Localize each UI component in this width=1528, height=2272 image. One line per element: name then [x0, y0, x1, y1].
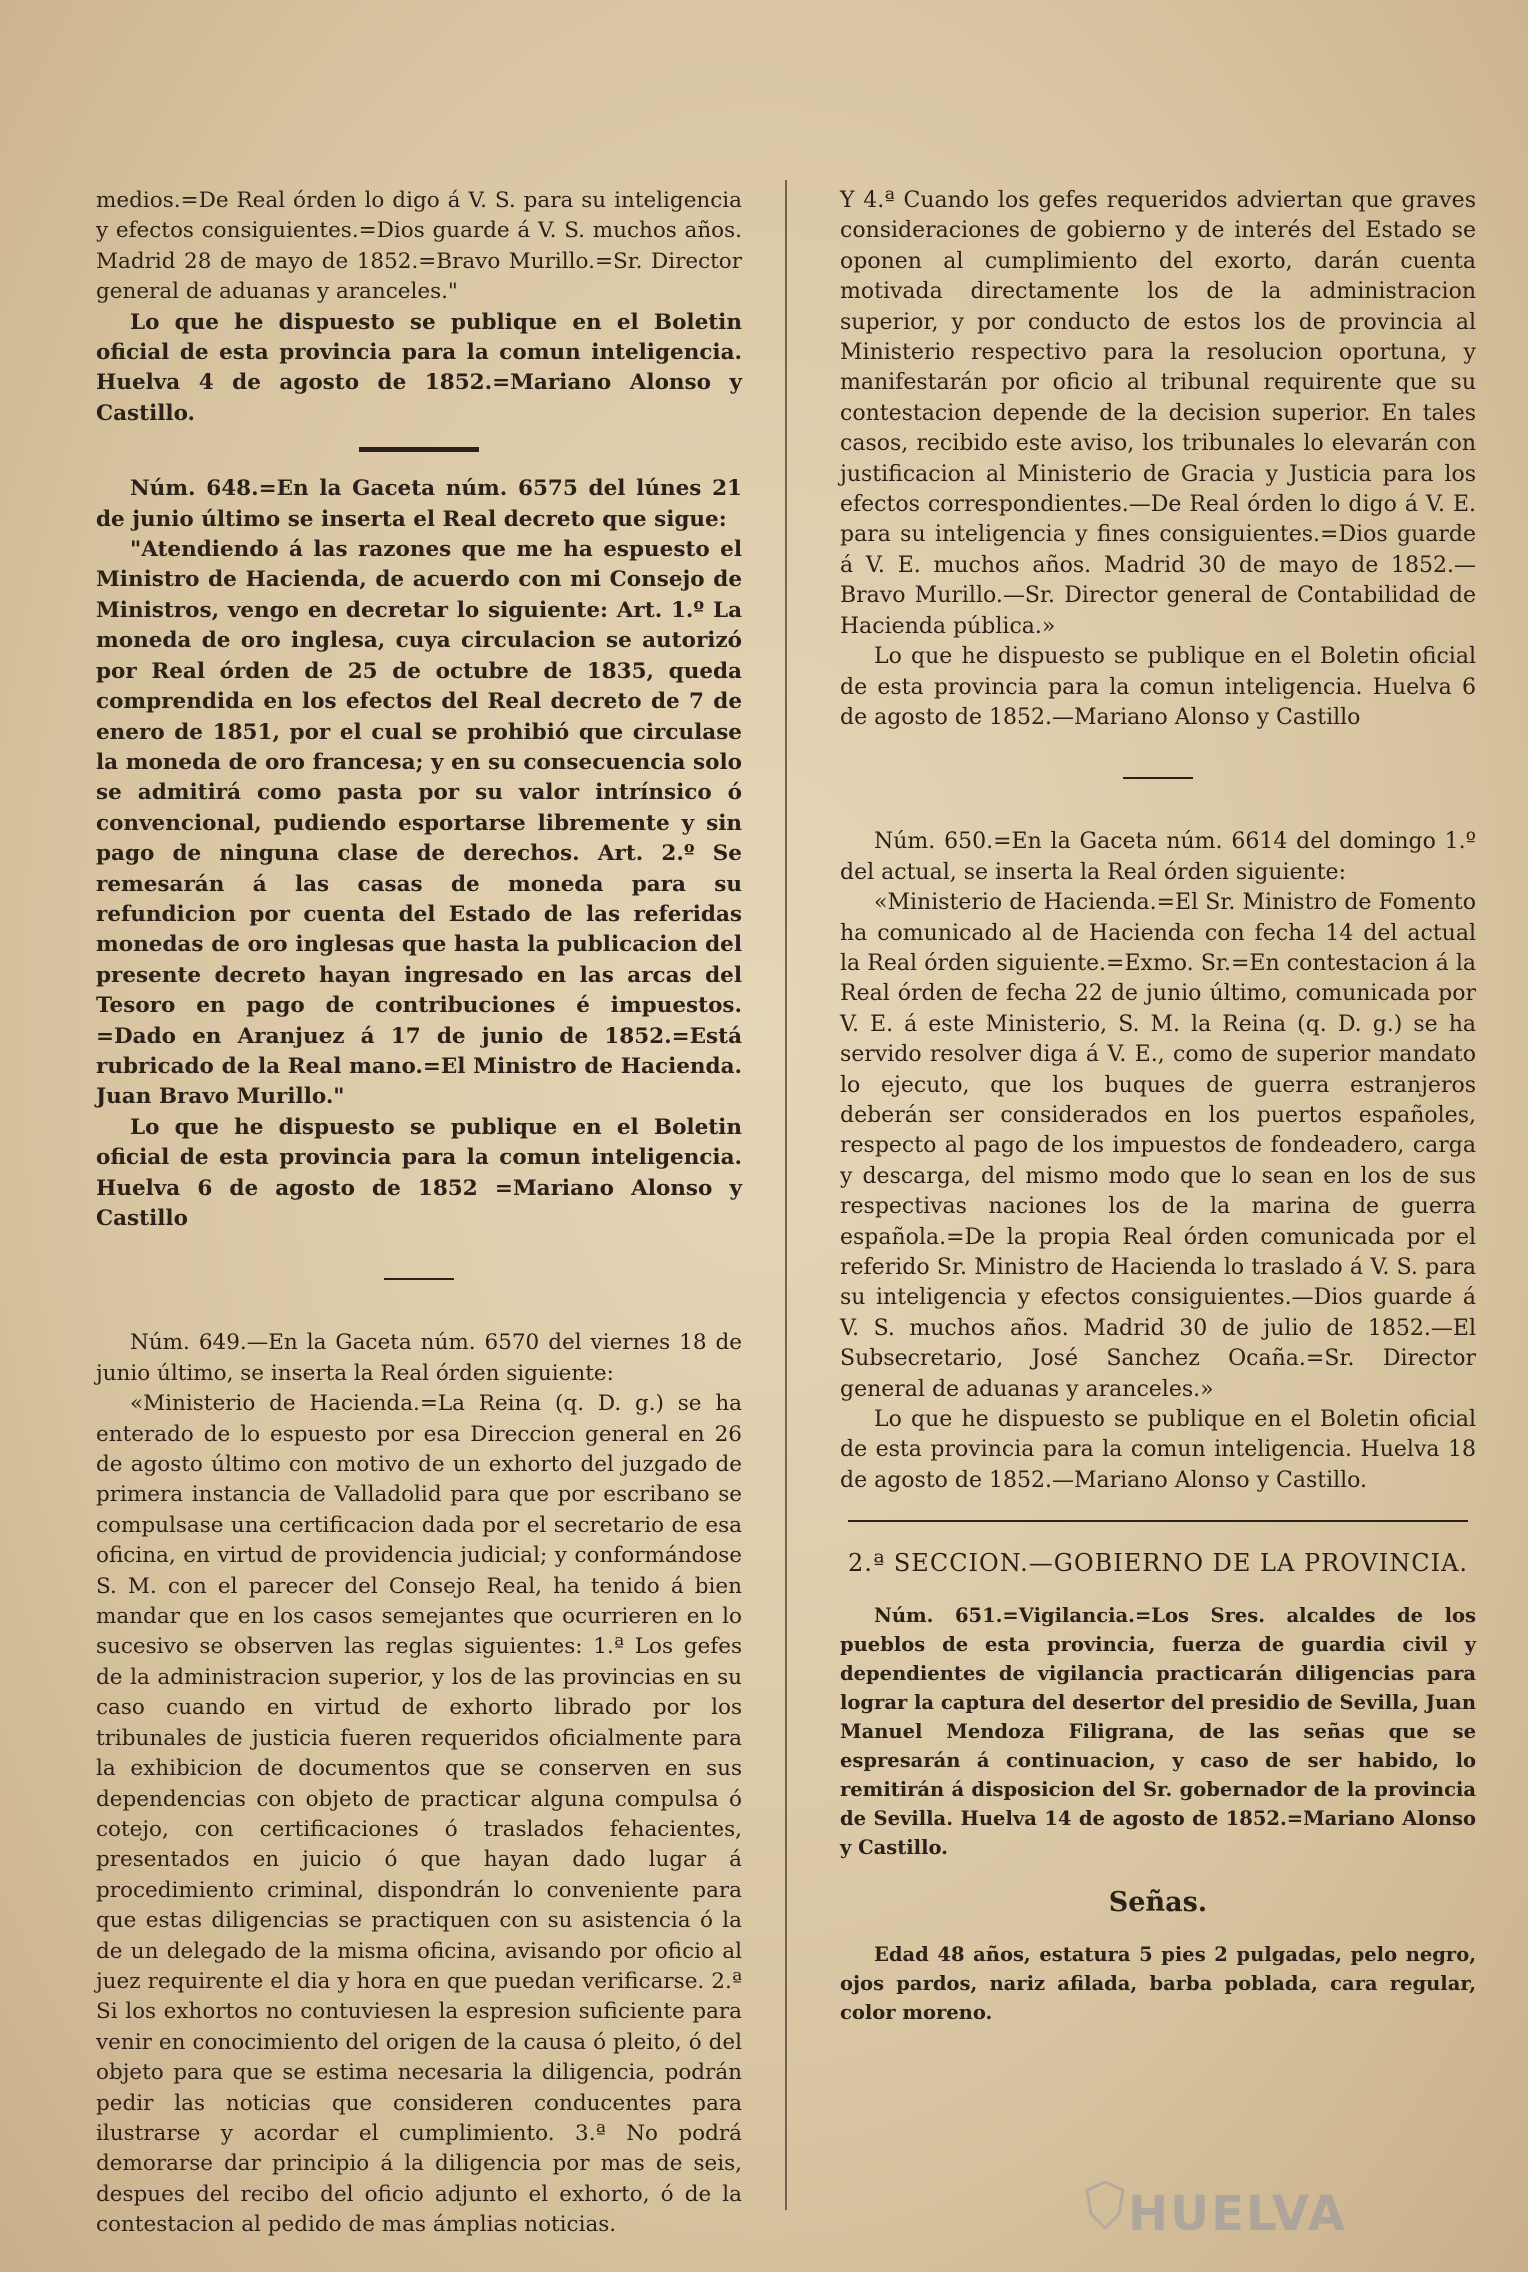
shield-icon — [1085, 2180, 1125, 2230]
thick-divider — [359, 447, 479, 452]
royal-decree-text: "Atendiendo á las razones que me ha espuesto el Ministro de Hacienda, de acuerdo con mi Consejo de Ministros, vengo en decretar lo siguiente: Art. 1.º La moneda de oro inglesa, cuya circulacion se autorizó por Real órden de 25 de octubre de 1835, queda comprendida en los efectos del Real decreto de 7 de enero de 1851, por el cual se prohibió que circulase la moneda de oro francesa; y en su consecuencia solo se admitirá como pasta por su valor intrínsico ó convencional, pudiendo esportarse libremente y sin pago de ninguna clase de derechos. Art. 2.º Se remesarán á las casas de moneda para su refundicion por cuenta del Estado de las referidas monedas de oro inglesas que hasta la publicacion del presente decreto hayan ingresado en las arcas del Tesoro en pago de contribuciones é impuestos. =Dado en Aranjuez á 17 de junio de 1852.=Está rubricado de la Real mano.=El Ministro de Hacienda. Juan Bravo Murillo." — [96, 537, 742, 1110]
left-column — [96, 186, 742, 2241]
short-divider — [1123, 777, 1193, 779]
paragraph: Lo que he dispuesto se publique en el Boletin oficial de esta provincia para la comun inteligencia. Huelva 18 de agosto de 1852.—Mariano Alonso y Castillo. — [840, 1407, 1476, 1493]
column-divider — [785, 180, 787, 2210]
paragraph: Y 4.ª Cuando los gefes requeridos adviertan que graves consideraciones de gobierno y de interés del Estado se oponen al cumplimiento del exorto, darán cuenta motivada directamente los de la administracion superior, y por conducto de estos los de provincia al Ministerio respectivo para la resolucion oportuna, y manifestarán por oficio al tribunal requirente que su contestacion depende de la decision superior. En tales casos, recibido este aviso, los tribunales lo elevarán con justificacion al Ministerio de Gracia y Justicia para los efectos correspondientes.—De Real órden lo digo á V. E. para su inteligencia y fines consiguientes.=Dios guarde á V. E. muchos años. Madrid 30 de mayo de 1852.—Bravo Murillo.—Sr. Director general de Contabilidad de Hacienda pública.» — [840, 188, 1476, 639]
short-divider — [384, 1278, 454, 1280]
senas-heading: Señas. — [1108, 1886, 1208, 1918]
royal-order-text: «Ministerio de Hacienda.=El Sr. Ministro de Fomento ha comunicado al de Hacienda con fecha 14 del actual la Real órden siguiente.=Exmo. Sr.=En contestacion á la Real órden de fecha 22 de junio último, comunicada por V. E. á este Ministerio, S. M. la Reina (q. D. g.) se ha servido resolver diga á V. E., como de superior mandato lo ejecuto, que los buques de guerra estranjeros deberán ser considerados en los puertos españoles, respecto al pago de los impuestos de fondeadero, carga y descarga, del mismo modo que lo sean en los de sus respectivas naciones los de la marina de guerra española.=De la propia Real órden comunicada por el referido Sr. Ministro de Hacienda lo traslado á V. S. para su inteligencia y efectos consiguientes.—Dios guarde á V. S. muchos años. Madrid 30 de julio de 1852.—El Subsecretario, José Sanchez Ocaña.=Sr. Director general de aduanas y aranceles.» — [840, 890, 1476, 1402]
right-column — [840, 186, 1476, 2027]
watermark: HUELVA — [1128, 2186, 1347, 2242]
paragraph-heading-650: Núm. 650.=En la Gaceta núm. 6614 del domingo 1.º del actual, se inserta la Real órden siguiente: — [840, 829, 1476, 885]
long-divider — [848, 1520, 1468, 1522]
vigilancia-notice: Núm. 651.=Vigilancia.=Los Sres. alcaldes de los pueblos de esta provincia, fuerza de guardia civil y dependientes de vigilancia practicarán diligencias para lograr la captura del desertor del presidio de Sevilla, Juan Manuel Mendoza Filigrana, de las señas que se espresarán á continuacion, y caso de ser habido, lo remitirán á disposicion del Sr. gobernador de la provincia de Sevilla. Huelva 14 de agosto de 1852.=Mariano Alonso y Castillo. — [840, 1603, 1476, 1859]
paragraph: Lo que he dispuesto se publique en el Boletin oficial de esta provincia para la comun inteligencia. Huelva 6 de agosto de 1852.—Mariano Alonso y Castillo — [840, 644, 1476, 730]
paragraph: Lo que he dispuesto se publique en el Boletin oficial de esta provincia para la comun inteligencia. Huelva 6 de agosto de 1852 =Mariano Alonso y Castillo — [96, 1114, 742, 1231]
section-heading: 2.ª SECCION.—GOBIERNO DE LA PROVINCIA. — [847, 1549, 1469, 1578]
paragraph-heading-649: Núm. 649.—En la Gaceta núm. 6570 del viernes 18 de junio último, se inserta la Real órden siguiente: — [96, 1330, 742, 1386]
paragraph: medios.=De Real órden lo digo á V. S. para su inteligencia y efectos consiguientes.=Dios guarde á V. S. muchos años. Madrid 28 de mayo de 1852.=Bravo Murillo.=Sr. Director general de aduanas y aranceles." — [96, 188, 742, 305]
description-text: Edad 48 años, estatura 5 pies 2 pulgadas, pelo negro, ojos pardos, nariz afilada, barba poblada, cara regular, color moreno. — [840, 1943, 1476, 2025]
royal-order-text: «Ministerio de Hacienda.=La Reina (q. D. g.) se ha enterado de lo espuesto por esa Direccion general en 26 de agosto último con motivo de un exhorto del juzgado de primera instancia de Valladolid para que por escribano se compulsase una certificacion dada por el secretario de esa oficina, en virtud de providencia judicial; y conformándose S. M. con el parecer del Consejo Real, ha tenido á bien mandar que en los casos semejantes que ocurrieren en lo sucesivo se observen las reglas siguientes: 1.ª Los gefes de la administracion superior, y los de las provincias en su caso cuando en virtud de exhorto librado por los tribunales de justicia fueren requeridos oficialmente para la exhibicion de documentos que se conserven en sus dependencias con objeto de practicar alguna compulsa ó cotejo, con certificaciones ó traslados fehacientes, presentados en juicio ó que hayan dado lugar á procedimiento criminal, dispondrán lo conveniente para que estas diligencias se practiquen con su asistencia ó la de un delegado de la misma oficina, avisando por oficio al juez requirente el dia y hora en que puedan verificarse. 2.ª Si los exhortos no contuviesen la espresion suficiente para venir en conocimiento del origen de la causa ó pleito, ó del objeto para que se estima necesaria la diligencia, podrán pedir las noticias que consideren conducentes para ilustrarse y acordar el cumplimiento. 3.ª No podrá demorarse dar principio á la diligencia por mas de seis, despues del recibo del oficio adjunto el exhorto, ó de la contestacion al pedido de mas ámplias noticias. — [96, 1391, 742, 2238]
paragraph: Lo que he dispuesto se publique en el Boletin oficial de esta provincia para la comun inteligencia. Huelva 4 de agosto de 1852.=Mariano Alonso y Castillo. — [96, 309, 742, 426]
paragraph-heading-648: Núm. 648.=En la Gaceta núm. 6575 del lúnes 21 de junio último se inserta el Real decreto que sigue: — [96, 476, 742, 532]
